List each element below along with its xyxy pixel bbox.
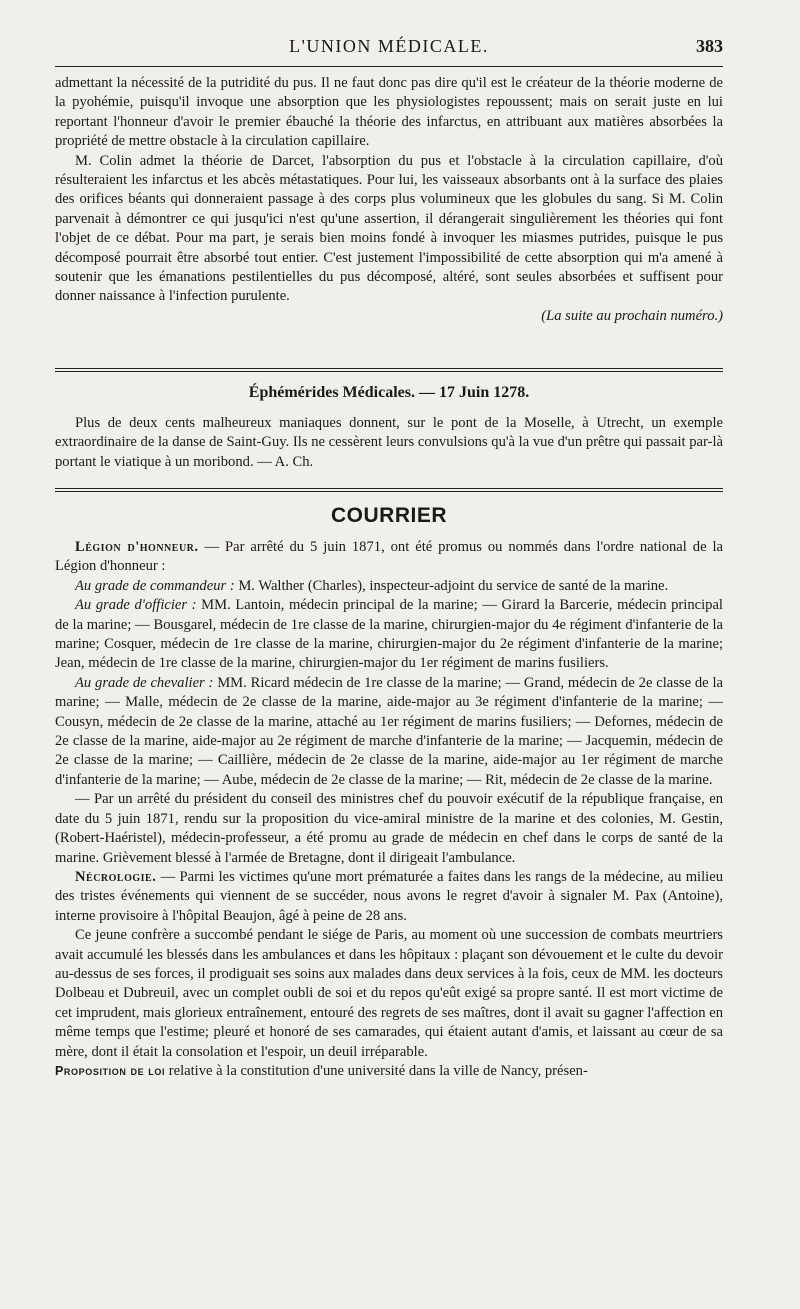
proposition-paragraph [55, 1062, 723, 1081]
officier-text: MM. Lantoin, médecin principal de la marine; — Girard la Barcerie, médecin principal de la marine; — Bousgarel, médecin de 1re classe de la marine, chirurgien-major du 4e régiment d'infanterie de la marine; Cosquer, médecin de 1re classe de la marine, chirurgien-major du 2e régiment d'infanterie de la marine; Jean, médecin de 1re classe de la marine, chirurgien-major du 1er régiment de marins fusiliers. [55, 597, 723, 672]
courrier-title: COURRIER [330, 504, 447, 527]
intro-section [55, 74, 723, 326]
commandeur-paragraph [55, 577, 723, 596]
confrere-paragraph: Ce jeune confrère a succombé pendant le siége de Paris, au moment où une succession de combats meurtriers avait accumulé les blessés dans les ambulances et dans les hôpitaux : plaçant son dévouement et le culte du devoir au-dessus de ses forces, il prodiguait ses soins aux malades dans deux services à la fois, ceux de MM. les docteurs Dolbeau et Dubreuil, avec un complet oubli de soi et du repos qu'eût exigé sa propre santé. Il est mort victime de cet imprudent, mais glorieux entraînement, entouré des regrets de ses maîtres, dont il avait su gagner l'affection en même temps que l'estime; pleuré et honoré de ses camarades, qui étaient autant d'amis, et laissant au cœur de sa mère, dont il était la consolation et l'espoir, un deuil irréparable. [55, 927, 723, 1060]
continuation-note: (La suite au prochain numéro.) [541, 307, 723, 324]
courrier-top-rule [55, 488, 723, 492]
proposition-text: relative à la constitution d'une université dans la ville de Nancy, présen- [165, 1062, 588, 1079]
page-number: 383 [696, 36, 723, 56]
ephemerides-title: Éphémérides Médicales. — 17 Juin 1278. [248, 384, 530, 401]
chevalier-paragraph [55, 674, 723, 790]
arrete-paragraph: — Par un arrêté du président du conseil des ministres chef du pouvoir exécutif de la république française, en date du 5 juin 1871, rendu sur la proposition du vice-amiral ministre de la marine et des colonies, M. Gestin, (Robert-Haéristel), médecin-professeur, a été promu au grade de médecin en chef dans le corps de santé de la marine. Grièvement blessé à l'armée de Bretagne, dont il dirigeait l'ambulance. [55, 791, 723, 866]
chevalier-text: MM. Ricard médecin de 1re classe de la marine; — Grand, médecin de 2e classe de la marine; — Malle, médecin de 2e classe de la marine, aide-major au 3e régiment d'infanterie de la marine; — Cousyn, médecin de 2e classe de la marine, attaché au 1er régiment de marins fusiliers; — Defornes, médecin de 2e classe de la marine, aide-major au 2e régiment de marche d'infanterie de la marine; — Jacquemin, médecin de 2e classe de la marine; — Caillière, médecin de 2e classe de la marine, aide-major au 1er régiment de marche d'infanterie de la marine; — Aube, médecin de 2e classe de la marine; — Rit, médecin de 2e classe de la marine. [55, 674, 723, 788]
courrier-section [55, 504, 723, 1081]
officier-paragraph [55, 596, 723, 674]
ephemerides-section [55, 384, 723, 472]
chevalier-label: Au grade de chevalier : [75, 674, 214, 691]
commandeur-text: M. Walther (Charles), inspecteur-adjoint du service de santé de la marine. [234, 577, 669, 594]
page-header [55, 36, 723, 60]
intro-paragraph-2: M. Colin admet la théorie de Darcet, l'absorption du pus et l'obstacle à la circulation capillaire, d'où résulteraient les infarctus et les abcès métastatiques. Pour lui, les vaisseaux absorbants ont à la surface des plaies des orifices béants qui donneraient passage à des corps plus volumineux que les globules du sang. Si M. Colin parvenait à démontrer ce qui jusqu'ici n'est qu'une assertion, il dérangerait singulièrement les théories qui font l'objet de ce débat. Pour ma part, je serais bien moins fondé à invoquer les miasmes putrides, puisque le pus décomposé pourrait être absorbé tout entier. C'est justement l'impossibilité de cette absorption qui m'a amené à soutenir que les émanations pestilentielles du pus décomposé, altéré, sont seules absorbées et suffisent pour donner naissance à l'infection purulente. [55, 152, 723, 305]
officier-label: Au grade d'officier : [75, 597, 197, 614]
necrologie-paragraph [55, 868, 723, 926]
necrologie-text: — Parmi les victimes qu'une mort prématurée a faites dans les rangs de la médecine, au milieu des tristes événements qui viennent de se succéder, nous avons le regret d'avoir à signaler M. Pax (Antoine), interne provisoire à l'hôpital Beaujon, âgé à peine de 28 ans. [55, 868, 723, 924]
running-title: L'UNION MÉDICALE. [289, 36, 489, 56]
ephemerides-top-rule [55, 368, 723, 372]
necrologie-label: Nécrologie. [75, 868, 157, 885]
header-rule [55, 66, 723, 67]
proposition-label: Proposition de loi [55, 1063, 166, 1078]
intro-paragraph-1: admettant la nécessité de la putridité du pus. Il ne faut donc pas dire qu'il est le créateur de la théorie moderne de la pyohémie, puisqu'il invoque une absorption que les physiologistes repoussent; mais on serait juste en lui reportant l'honneur d'avoir le premier ébauché la théorie des infarctus, en attribuant aux matières absorbées la propriété de mettre obstacle à la circulation capillaire. [55, 75, 723, 150]
legion-text: — Par arrêté du 5 juin 1871, ont été promus ou nommés dans l'ordre national de la Légion d'honneur : [55, 539, 724, 575]
legion-paragraph [55, 538, 723, 577]
ephemerides-text: Plus de deux cents malheureux maniaques donnent, sur le pont de la Moselle, à Utrecht, un exemple extraordinaire de la danse de Saint-Guy. Ils ne cessèrent leurs convulsions qu'à la vue d'un prêtre qui passait par-là portant le viatique à un moribond. — A. Ch. [55, 415, 723, 470]
legion-label: Légion d'honneur. [75, 539, 199, 555]
commandeur-label: Au grade de commandeur : [75, 577, 235, 594]
